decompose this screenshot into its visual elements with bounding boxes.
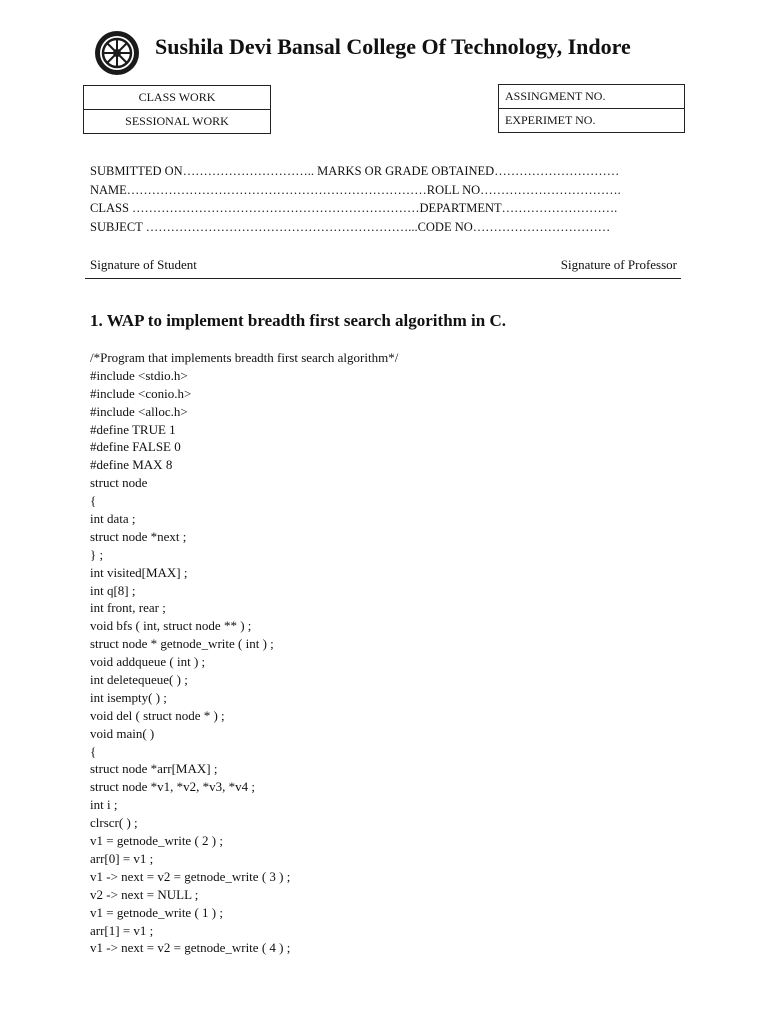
work-type-box [83,85,271,134]
code-line: v1 = getnode_write ( 1 ) ; [90,904,223,920]
code-line: int deletequeue( ) ; [90,672,188,688]
code-line: struct node * getnode_write ( int ) ; [90,636,274,652]
college-emblem-icon [94,30,140,76]
code-line: int i ; [90,797,118,813]
code-line: void bfs ( int, struct node ** ) ; [90,618,252,634]
code-line: v1 -> next = v2 = getnode_write ( 3 ) ; [90,868,291,884]
code-line: v1 -> next = v2 = getnode_write ( 4 ) ; [90,940,291,956]
form-fields [90,162,682,236]
assignment-no-cell: ASSINGMENT NO. [499,85,685,109]
code-line: int q[8] ; [90,582,136,598]
code-line: struct node *v1, *v2, *v3, *v4 ; [90,779,256,795]
code-line: struct node *next ; [90,528,187,544]
code-line: void addqueue ( int ) ; [90,654,206,670]
experiment-no-cell: EXPERIMET NO. [499,109,685,133]
code-line: { [90,743,97,759]
subject-code-line: SUBJECT ………………………………………………………...CODE NO…………………………… [90,219,611,234]
signature-row [90,257,677,273]
header-divider [85,278,681,279]
code-line: #include <conio.h> [90,385,192,401]
code-line: struct node *arr[MAX] ; [90,761,218,777]
code-line: #include <alloc.h> [90,403,188,419]
code-listing [90,349,690,957]
code-line: /*Program that implements breadth first search algorithm*/ [90,350,399,365]
code-line: #define FALSE 0 [90,439,181,455]
code-line: #define MAX 8 [90,457,173,473]
name-roll-line: NAME………………………………………………………………ROLL NO……………………………. [90,182,621,197]
code-line: int isempty( ) ; [90,689,167,705]
code-line: void del ( struct node * ) ; [90,707,225,723]
code-line: clrscr( ) ; [90,815,138,831]
code-line: #define TRUE 1 [90,421,176,437]
code-line: void main( ) [90,725,155,741]
code-line: #include <stdio.h> [90,367,188,383]
question-heading: 1. WAP to implement breadth first search algorithm in C. [90,311,507,330]
sessional-work-cell: SESSIONAL WORK [84,110,271,134]
assignment-box [498,84,685,133]
code-line: int visited[MAX] ; [90,564,188,580]
college-name: Sushila Devi Bansal College Of Technology, Indore [155,34,631,59]
code-line: struct node [90,475,148,491]
code-line: int data ; [90,511,136,527]
professor-signature-label: Signature of Professor [560,257,677,272]
class-department-line: CLASS ……………………………………………………………DEPARTMENT………………………. [90,201,618,215]
code-line: { [90,493,97,509]
code-line: int front, rear ; [90,600,166,616]
student-signature-label: Signature of Student [90,257,197,272]
code-line: } ; [90,546,104,562]
class-work-cell: CLASS WORK [84,86,271,110]
code-line: arr[0] = v1 ; [90,850,154,866]
code-line: v1 = getnode_write ( 2 ) ; [90,833,223,849]
code-line: arr[1] = v1 ; [90,922,154,938]
submitted-marks-line: SUBMITTED ON………………………….. MARKS OR GRADE OBTAINED………………………… [90,164,620,178]
code-line: v2 -> next = NULL ; [90,886,199,902]
